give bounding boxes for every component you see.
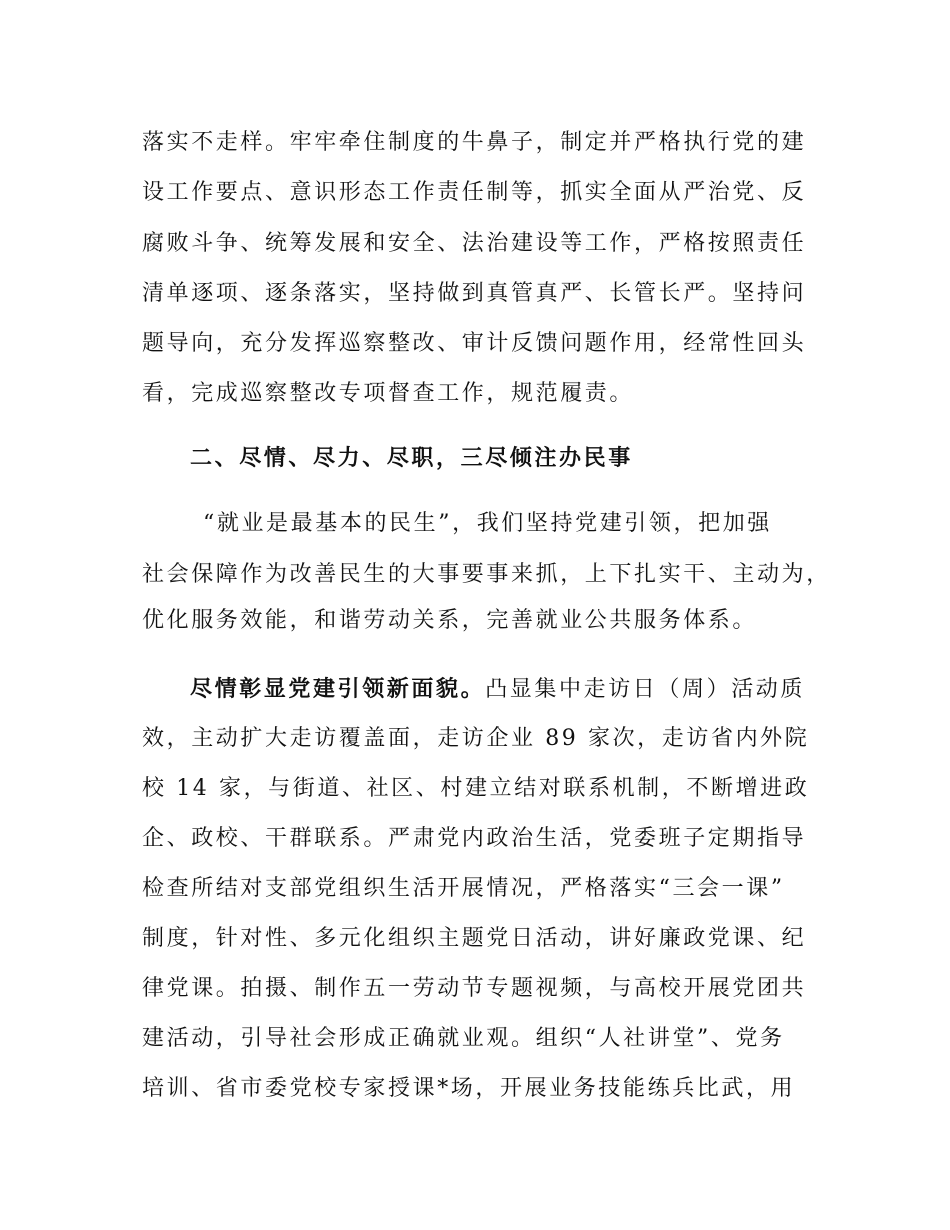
text-line: 落实不走样。牢牢牵住制度的牛鼻子，制定并严格执行党的建 <box>142 130 807 155</box>
text-line: 题导向，充分发挥巡察整改、审计反馈问题作用，经常性回头 <box>142 331 807 356</box>
text-line: “就业是最基本的民生”，我们坚持党建引领，把加强 <box>203 511 772 536</box>
text-line: 优化服务效能，和谐劳动关系，完善就业公共服务体系。 <box>142 608 758 633</box>
text-line: 设工作要点、意识形态工作责任制等，抓实全面从严治党、反 <box>142 180 807 205</box>
text-run: 凸显集中走访日（周）活动质 <box>485 677 806 702</box>
text-line <box>190 675 805 704</box>
text-line: 企、政校、干群联系。严肃党内政治生活，党委班子定期指导 <box>142 826 807 851</box>
text-line: 效，主动扩大走访覆盖面，走访企业 89 家次，走访省内外院 <box>142 726 810 751</box>
text-line: 律党课。拍摄、制作五一劳动节专题视频，与高校开展党团共 <box>142 976 807 1001</box>
section-heading: 二、尽情、尽力、尽职，三尽倾注办民事 <box>190 445 633 471</box>
text-line: 制度，针对性、多元化组织主题党日活动，讲好廉政党课、纪 <box>142 926 807 951</box>
text-line: 社会保障作为改善民生的大事要事来抓，上下扎实干、主动为， <box>142 562 831 587</box>
text-line: 建活动，引导社会形成正确就业观。组织“人社讲堂”、党务 <box>142 1026 785 1051</box>
text-line: 检查所结对支部党组织生活开展情况，严格落实“三会一课” <box>142 876 785 901</box>
text-line: 腐败斗争、统筹发展和安全、法治建设等工作，严格按照责任 <box>142 231 807 256</box>
paragraph-lead: 尽情彰显党建引领新面貌。 <box>190 676 486 702</box>
text-line: 看，完成巡察整改专项督查工作，规范履责。 <box>142 381 635 406</box>
text-line: 校 14 家，与街道、社区、村建立结对联系机制，不断增进政 <box>142 776 810 801</box>
text-line: 培训、省市委党校专家授课*场，开展业务技能练兵比武，用 <box>142 1076 796 1101</box>
text-line: 清单逐项、逐条落实，坚持做到真管真严、长管长严。坚持问 <box>142 281 807 306</box>
